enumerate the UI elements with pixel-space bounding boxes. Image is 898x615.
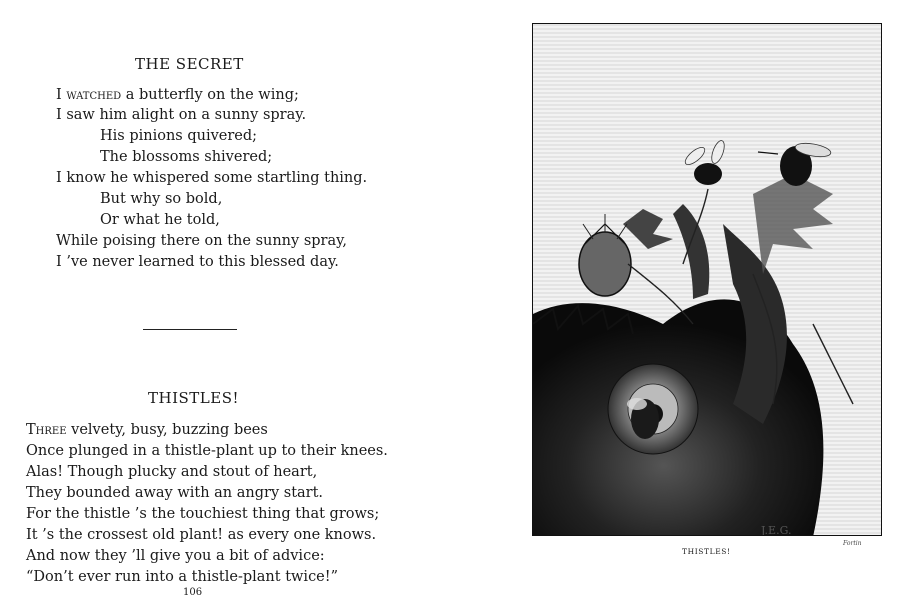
poem-line: His pinions quivered; [100, 128, 258, 144]
poem-line: Alas! Though plucky and stout of heart, [26, 464, 318, 480]
poem-line: And now they ’ll give you a bit of advice: [26, 548, 325, 564]
poem-line: Once plunged in a thistle-plant up to their knees. [26, 443, 388, 459]
poem-line: The blossoms shivered; [100, 149, 273, 165]
poem-line: Three velvety, busy, buzzing bees [26, 422, 268, 438]
poem-line: I ’ve never learned to this blessed day. [56, 254, 339, 270]
drop-word: Three [26, 422, 67, 438]
poem-line: I watched a butterfly on the wing; [56, 87, 299, 103]
poem-title-the-secret: THE SECRET [135, 55, 244, 73]
drop-word: I watched [56, 87, 122, 103]
poem-line: I saw him alight on a sunny spray. [56, 107, 307, 123]
engraving-artwork [533, 24, 882, 536]
poem-line: It ’s the crossest old plant! as every one knows. [26, 527, 377, 543]
poem-line: “Don’t ever run into a thistle-plant twice!” [26, 569, 339, 585]
poem-line: Or what he told, [100, 212, 220, 228]
thistle-illustration [532, 23, 882, 536]
page-number: 106 [183, 587, 203, 598]
poem-title-thistles: THISTLES! [148, 389, 240, 407]
engraver-signature: Fortin [843, 540, 862, 547]
poem-line: They bounded away with an angry start. [26, 485, 324, 501]
figure-caption: THISTLES! [682, 547, 731, 556]
section-divider [143, 329, 237, 330]
poem-line: While poising there on the sunny spray, [56, 233, 347, 249]
artist-monogram: J.E.G. [761, 524, 792, 536]
poem-line: But why so bold, [100, 191, 223, 207]
poem-line: For the thistle ’s the touchiest thing that grows; [26, 506, 380, 522]
poem-line: I know he whispered some startling thing. [56, 170, 368, 186]
